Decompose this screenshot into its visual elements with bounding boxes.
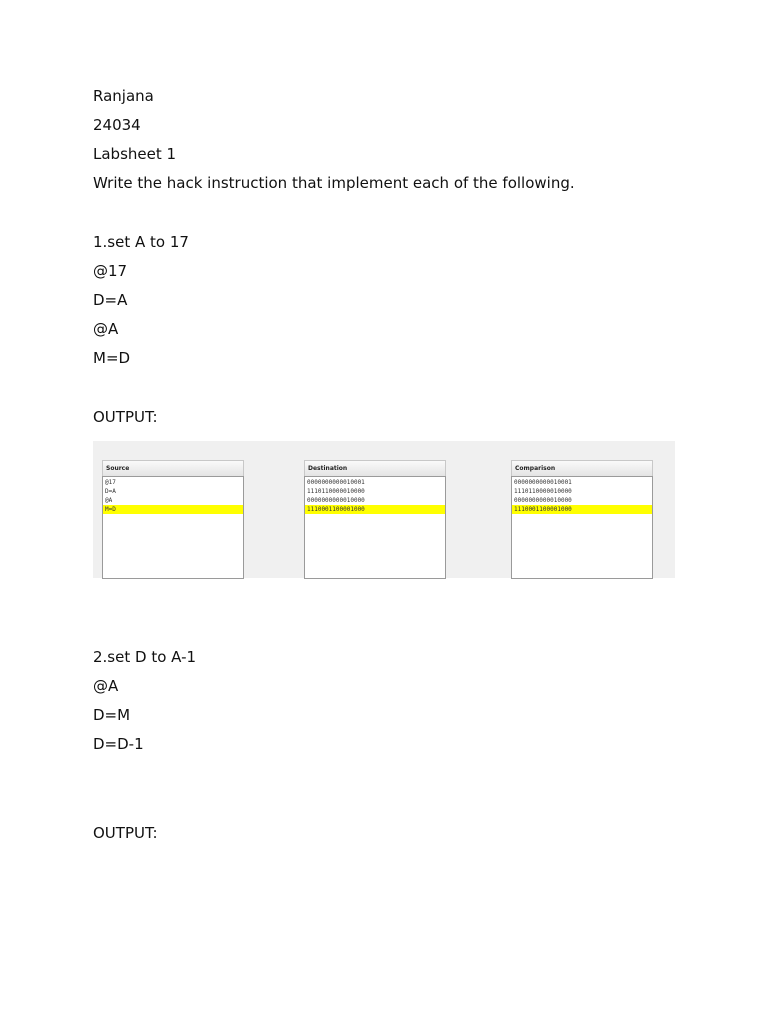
- output-screenshot: [93, 441, 675, 578]
- q1-code-line: M=D: [93, 349, 131, 367]
- comparison-row-selected: 1110001100001000: [512, 505, 652, 514]
- student-id: 24034: [93, 116, 141, 134]
- instruction-text: Write the hack instruction that implement each of the following.: [93, 174, 575, 192]
- comparison-row: 0000000000010001: [514, 479, 572, 486]
- destination-row: 0000000000010000: [307, 497, 365, 504]
- labsheet-title: Labsheet 1: [93, 145, 177, 163]
- q2-code-line: @A: [93, 677, 119, 695]
- destination-row-selected: 1110001100001000: [305, 505, 445, 514]
- destination-panel: [304, 460, 446, 579]
- student-name: Ranjana: [93, 87, 154, 105]
- source-row-selected: M=D: [103, 505, 243, 514]
- source-row: D=A: [105, 488, 116, 495]
- source-row: @17: [105, 479, 116, 486]
- comparison-panel-header: Comparison: [511, 460, 653, 476]
- q1-code-line: @17: [93, 262, 128, 280]
- q1-code-line: D=A: [93, 291, 128, 309]
- question-1-title: 1.set A to 17: [93, 233, 189, 251]
- q1-output-label: OUTPUT:: [93, 408, 158, 426]
- destination-list[interactable]: [304, 476, 446, 579]
- comparison-panel: [511, 460, 653, 579]
- question-2-title: 2.set D to A-1: [93, 648, 197, 666]
- source-row: @A: [105, 497, 113, 504]
- comparison-row: 0000000000010000: [514, 497, 572, 504]
- destination-row: 0000000000010001: [307, 479, 365, 486]
- comparison-list[interactable]: [511, 476, 653, 579]
- comparison-row: 1110110000010000: [514, 488, 572, 495]
- q2-code-line: D=D-1: [93, 735, 144, 753]
- destination-row: 1110110000010000: [307, 488, 365, 495]
- q2-output-label: OUTPUT:: [93, 824, 158, 842]
- q1-code-line: @A: [93, 320, 119, 338]
- source-panel-header: Source: [102, 460, 244, 476]
- source-panel: [102, 460, 244, 579]
- source-list[interactable]: [102, 476, 244, 579]
- q2-code-line: D=M: [93, 706, 131, 724]
- destination-panel-header: Destination: [304, 460, 446, 476]
